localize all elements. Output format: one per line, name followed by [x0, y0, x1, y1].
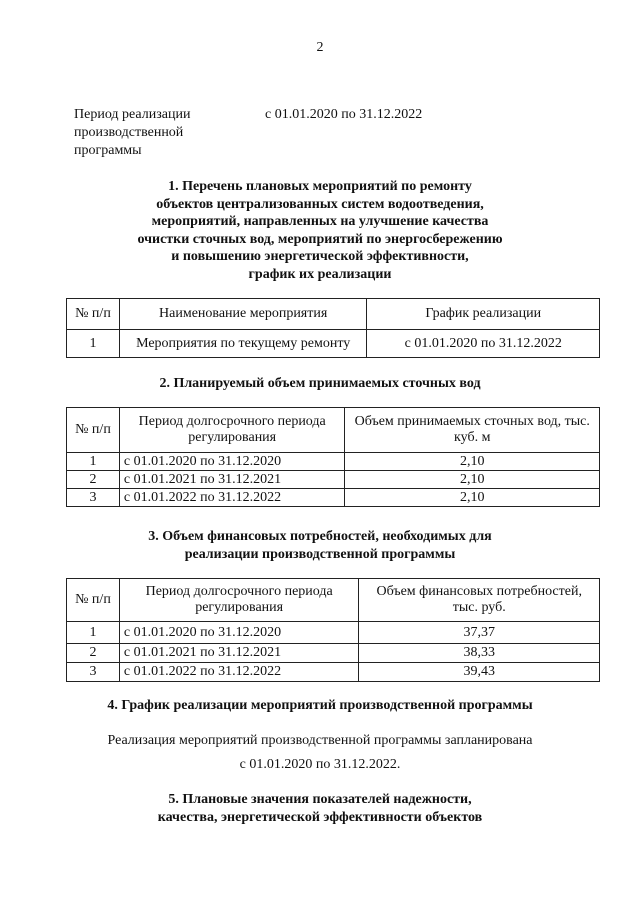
period-label — [74, 106, 244, 160]
table-row — [67, 644, 600, 663]
table-cell: 1 — [67, 453, 120, 471]
period-label-line: производственной — [74, 125, 184, 140]
table-row — [67, 663, 600, 682]
column-header: № п/п — [67, 408, 120, 453]
section1-title-line: очистки сточных вод, мероприятий по энергосбережению — [137, 231, 503, 247]
section3-title-line: 3. Объем финансовых потребностей, необходимых для — [148, 529, 492, 544]
column-header: Период долгосрочного периода регулирования — [119, 579, 359, 622]
section2-table — [66, 407, 600, 507]
table-row — [67, 330, 600, 358]
table-cell: 2,10 — [345, 471, 600, 489]
section5-title-line: качества, энергетической эффективности объектов — [157, 809, 483, 825]
section4-title: 4. График реализации мероприятий производственной программы — [107, 698, 533, 713]
section1-title-line: и повышению энергетической эффективности, — [171, 249, 469, 264]
section1-title-line: мероприятий, направленных на улучшение качества — [151, 214, 489, 229]
table-cell: с 01.01.2021 по 31.12.2021 — [119, 644, 359, 663]
table-cell: 2,10 — [345, 453, 600, 471]
table-cell: 1 — [67, 330, 120, 358]
table-cell: с 01.01.2022 по 31.12.2022 — [119, 663, 359, 682]
table-header-row — [67, 579, 600, 622]
period-label-line: Период реализации — [74, 107, 191, 122]
table-header-row — [67, 299, 600, 330]
section1-title-line: объектов централизованных систем водоотведения, — [156, 196, 484, 212]
column-header: График реализации — [367, 299, 600, 330]
table-row — [67, 453, 600, 471]
table-cell: с 01.01.2022 по 31.12.2022 — [119, 489, 345, 507]
table-cell: с 01.01.2020 по 31.12.2022 — [367, 330, 600, 358]
period-value: с 01.01.2020 по 31.12.2022 — [265, 107, 423, 122]
column-header: Наименование мероприятия — [119, 299, 367, 330]
section1-title — [0, 178, 640, 283]
table-cell: 2 — [67, 644, 120, 663]
section1-title-line: 1. Перечень плановых мероприятий по ремонту — [168, 179, 472, 194]
table-cell: 38,33 — [359, 644, 600, 663]
section3-title — [0, 528, 640, 563]
table-row — [67, 622, 600, 644]
section5-title — [0, 791, 640, 826]
column-header: № п/п — [67, 579, 120, 622]
section3-table — [66, 578, 600, 682]
table-cell: 2 — [67, 471, 120, 489]
table-cell: 3 — [67, 489, 120, 507]
section2-title: 2. Планируемый объем принимаемых сточных вод — [159, 376, 481, 391]
table-cell: 1 — [67, 622, 120, 644]
table-cell: с 01.01.2020 по 31.12.2020 — [119, 622, 359, 644]
column-header: № п/п — [67, 299, 120, 330]
table-cell: с 01.01.2021 по 31.12.2021 — [119, 471, 345, 489]
table-row — [67, 489, 600, 507]
section5-title-line: 5. Плановые значения показателей надежности, — [168, 792, 472, 807]
table-header-row — [67, 408, 600, 453]
table-cell: Мероприятия по текущему ремонту — [119, 330, 367, 358]
section1-title-line: график их реализации — [248, 266, 392, 282]
table-cell: 3 — [67, 663, 120, 682]
page-number: 2 — [316, 40, 324, 55]
table-row — [67, 471, 600, 489]
column-header: Период долгосрочного периода регулирования — [119, 408, 345, 453]
period-label-line: программы — [74, 143, 142, 158]
section1-table — [66, 298, 600, 358]
column-header: Объем принимаемых сточных вод, тыс. куб. м — [345, 408, 600, 453]
section4-text: Реализация мероприятий производственной программы запланирована — [107, 733, 533, 748]
section3-title-line: реализации производственной программы — [184, 546, 456, 562]
table-cell: 39,43 — [359, 663, 600, 682]
table-cell: с 01.01.2020 по 31.12.2020 — [119, 453, 345, 471]
section4-text: с 01.01.2020 по 31.12.2022. — [239, 757, 401, 772]
table-cell: 37,37 — [359, 622, 600, 644]
table-cell: 2,10 — [345, 489, 600, 507]
column-header: Объем финансовых потребностей, тыс. руб. — [359, 579, 600, 622]
